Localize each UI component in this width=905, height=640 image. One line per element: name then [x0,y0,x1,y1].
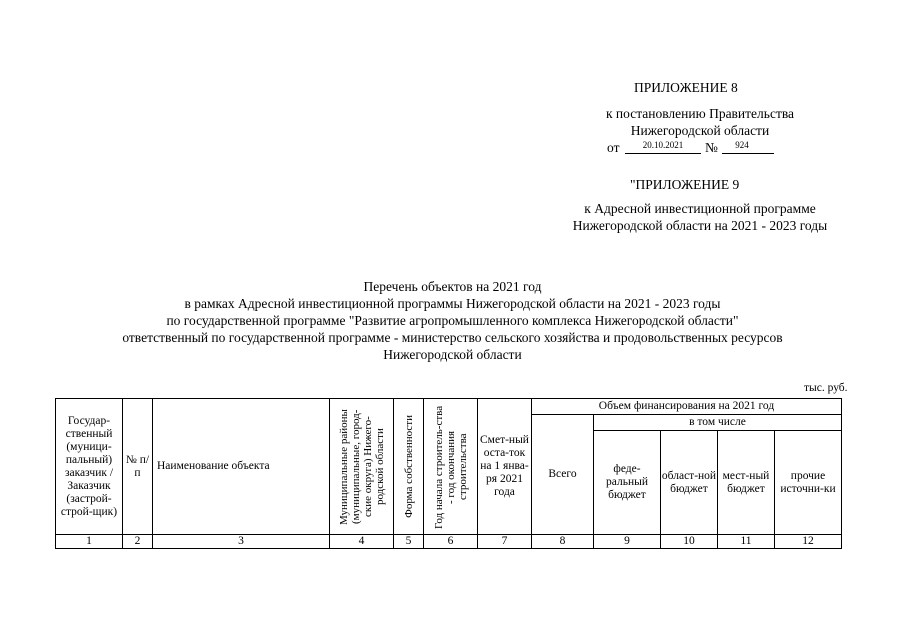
objects-table [55,398,842,549]
number-value: 924 [735,140,749,150]
appendix8-line2: Нижегородской области [630,123,770,138]
header-ownership: Форма собственности [394,399,424,535]
col-number: 12 [775,535,842,549]
column-numbers-row [56,535,842,549]
appendix9-title: "ПРИЛОЖЕНИЕ 9 [630,177,740,192]
date-value: 20.10.2021 [642,140,684,150]
units-label: тыс. руб. [804,382,848,394]
header-other: прочие источни-ки [775,431,842,535]
number-prefix: № [705,140,718,155]
col-number: 11 [718,535,775,549]
doc-title-line5: Нижегородской области [383,347,522,362]
doc-title-line3: по государственной программе "Развитие агропромышленного комплекса Нижегородской области" [166,313,739,328]
date-field [625,139,701,154]
col-number: 1 [56,535,123,549]
header-number: № п/п [123,399,153,535]
appendix9-line1: к Адресной инвестиционной программе [584,201,816,216]
col-number: 10 [661,535,718,549]
doc-title-line2: в рамках Адресной инвестиционной программы Нижегородской области на 2021 - 2023 годы [184,296,721,311]
doc-title-line1: Перечень объектов на 2021 год [363,279,542,294]
col-number: 3 [153,535,330,549]
date-prefix: от [607,140,620,155]
header-years: Год начала строитель-ства - год окончания строительства [424,399,478,535]
col-number: 9 [594,535,661,549]
col-number: 6 [424,535,478,549]
col-number: 4 [330,535,394,549]
doc-title-line4: ответственный по государственной программе - министерство сельского хозяйства и продовольственных ресурсов [122,330,783,345]
appendix8-title: ПРИЛОЖЕНИЕ 8 [634,80,738,95]
header-total: Всего [532,415,594,535]
header-object-name: Наименование объекта [153,399,330,535]
header-financing: Объем финансирования на 2021 год [532,399,842,415]
number-field [722,139,774,154]
header-local: мест-ный бюджет [718,431,775,535]
col-number: 2 [123,535,153,549]
col-number: 8 [532,535,594,549]
col-number: 7 [478,535,532,549]
col-number: 5 [394,535,424,549]
header-regional: област-ной бюджет [661,431,718,535]
header-including: в том числе [594,415,842,431]
header-estimate: Смет-ный оста-ток на 1 янва-ря 2021 года [478,399,532,535]
header-federal: феде-ральный бюджет [594,431,661,535]
appendix8-line1: к постановлению Правительства [605,106,795,121]
appendix9-line2: Нижегородской области на 2021 - 2023 годы [572,218,828,233]
header-districts: Муниципальные районы (муниципальные, город-ские округа) Нижего-родской области [330,399,394,535]
header-customer: Государ-ственный (муници-пальный) заказчик / Заказчик (застрой-строй-щик) [56,399,123,535]
